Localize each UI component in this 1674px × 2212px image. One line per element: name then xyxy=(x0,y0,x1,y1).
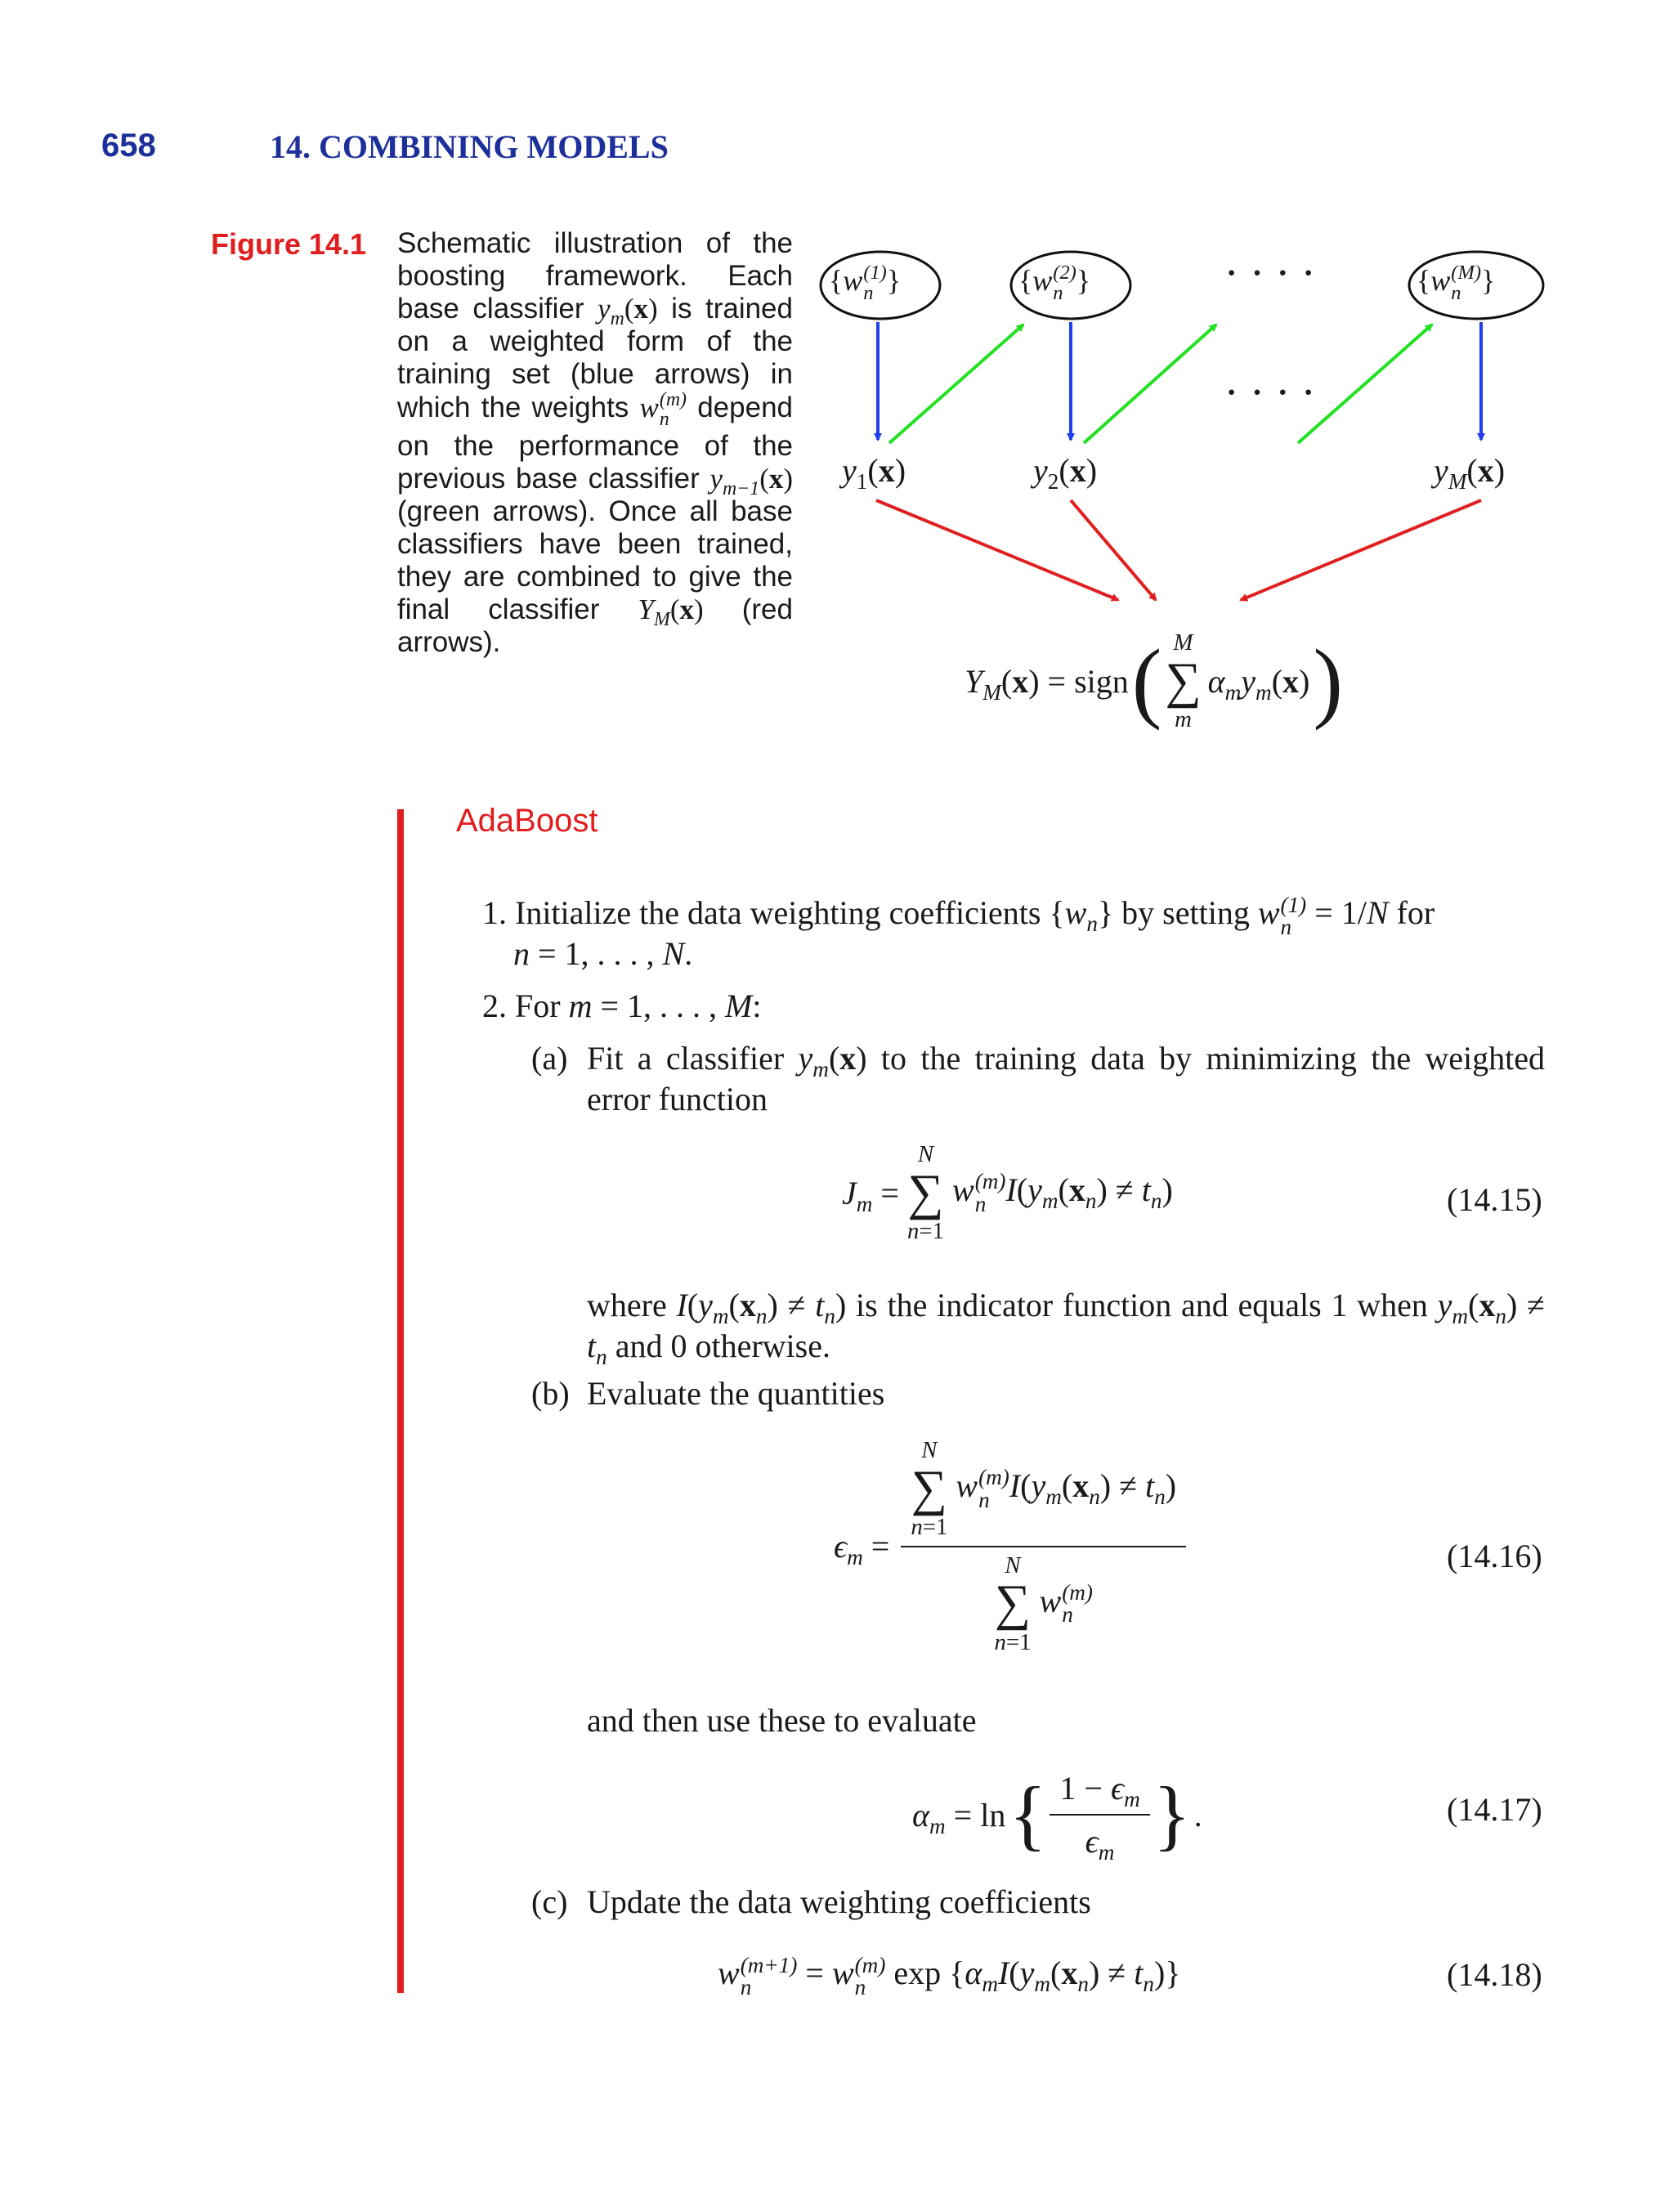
caption-part-3: depend on the performance of the previous base classifier xyxy=(397,391,793,495)
green-arrow-1 xyxy=(889,325,1023,443)
y1-label: $y_1(x)$ xyxy=(842,452,906,494)
indicator-description: where $I(y_m(x_n) \ne t_n)$ is the indicator function and equals 1 when $y_m(x_n) \ne t_n$ and 0 otherwise. xyxy=(587,1287,1545,1369)
step-1-range: n = 1, . . . , N. xyxy=(513,935,693,972)
eq-number-14-18: (14.18) xyxy=(1447,1956,1542,1993)
step-1-text-c: for xyxy=(1396,894,1435,931)
step-1: 1. Initialize the data weighting coefficients $\{w_n\}$ by setting w (1) n = 1/N for xyxy=(482,892,1435,939)
equation-14-18: w (m+1) n = w (m) n $\exp \{\alpha_mI(y_m(x_n) \ne t_n)\}$ xyxy=(718,1952,1181,1999)
y2-label: $y_2(x)$ xyxy=(1033,452,1098,494)
step-1-text-b: by setting xyxy=(1121,894,1250,931)
step-c-label: (c) xyxy=(531,1883,568,1920)
where-one: 1 xyxy=(1331,1287,1348,1323)
eq-number-14-15: (14.15) xyxy=(1447,1181,1542,1218)
equation-14-16: $\epsilon_m$ = N ∑ n=1 w (m) n $I(y_m(x_n) \ne t_n)$ N ∑ n=1 w (m) n xyxy=(834,1439,1186,1654)
node-w2-label: {w (2) n } xyxy=(1018,262,1091,304)
step-a-text-b: to the training data by minimizing the weighted error function xyxy=(587,1040,1546,1117)
green-arrow-2 xyxy=(1084,325,1216,443)
eq-number-14-16: (14.16) xyxy=(1447,1538,1542,1574)
equation-14-17: $\alpha_m = \ln$ { $\frac{1 - \epsilon_m}{\epsilon_m}$ } . xyxy=(912,1770,1202,1865)
caption-part-5: (red arrows). xyxy=(397,593,793,658)
ellipsis-middle: · · · · xyxy=(1226,374,1318,410)
step-a-label: (a) xyxy=(531,1040,568,1077)
caption-part-4: (green arrows). Once all base classifiers have been trained, they are combined to give the final classifier xyxy=(397,495,793,625)
yM-label: $y_M(x)$ xyxy=(1434,452,1506,494)
where-zero: 0 xyxy=(670,1328,687,1364)
step-b-label: (b) xyxy=(531,1375,570,1412)
step-b-text: Evaluate the quantities xyxy=(587,1375,885,1412)
green-arrow-M xyxy=(1298,325,1432,443)
where-text-e: otherwise. xyxy=(695,1328,830,1364)
ellipsis-top: · · · · xyxy=(1226,254,1318,291)
final-classifier-formula: $Y_M(x)$ = sign ( M ∑ m $\alpha_my_m(x)$ ) xyxy=(965,629,1343,732)
step-a-text: Fit a classifier $y_m(x)$ to the training data by minimizing the weighted error function xyxy=(587,1040,1546,1117)
red-arrow-M xyxy=(1241,500,1481,600)
where-text-b: is the indicator function and equals xyxy=(856,1287,1322,1323)
node-wM-label: {w (M) n } xyxy=(1417,262,1496,304)
step-2-text: For xyxy=(515,987,561,1024)
then-text: and then use these to evaluate xyxy=(587,1702,977,1739)
figure-caption: Schematic illustration of the boosting framework. Each base classifier $y_m(x)$ is trained on a weighted form of the training set (blue arrows) in which the weights w (m) n depend on the performance of the previous base classifier $y_{m-1}(x)$ (green arrows). Once all base classifiers have been trained, they are combined to give the final classifier $Y_M(x)$ (red arrows). xyxy=(397,227,793,658)
step-1-number: 1. xyxy=(482,894,507,931)
eq-number-14-17: (14.17) xyxy=(1447,1791,1542,1828)
where-text-d: and xyxy=(615,1328,663,1364)
where-text-a: where xyxy=(587,1287,667,1323)
page-number: 658 xyxy=(101,128,156,163)
node-w1-label: {w (1) n } xyxy=(829,262,902,304)
step-a-text-a: Fit a classifier xyxy=(587,1040,785,1077)
equation-14-15: $J_m$ = N ∑ n=1 w (m) n $I(y_m(x_n) \ne t_n)$ xyxy=(842,1141,1173,1244)
chapter-title: 14. COMBINING MODELS xyxy=(270,128,669,165)
step-c-text: Update the data weighting coefficients xyxy=(587,1883,1091,1920)
step-2-number: 2. xyxy=(482,987,507,1024)
figure-label: Figure 14.1 xyxy=(211,227,367,261)
step-1-text-a: Initialize the data weighting coefficients xyxy=(515,894,1041,931)
where-text-c: when xyxy=(1357,1287,1428,1323)
boosting-diagram xyxy=(0,0,1674,817)
algorithm-title: AdaBoost xyxy=(456,803,598,839)
caption-part-2: is trained on a weighted form of the training set (blue arrows) in which the weights xyxy=(397,293,793,423)
caption-part-1: Schematic illustration of the boosting framework. Each base classifier xyxy=(397,227,793,325)
algorithm-accent-bar xyxy=(397,809,404,1993)
step-2: 2. For m = 1, . . . , M: xyxy=(482,987,762,1024)
